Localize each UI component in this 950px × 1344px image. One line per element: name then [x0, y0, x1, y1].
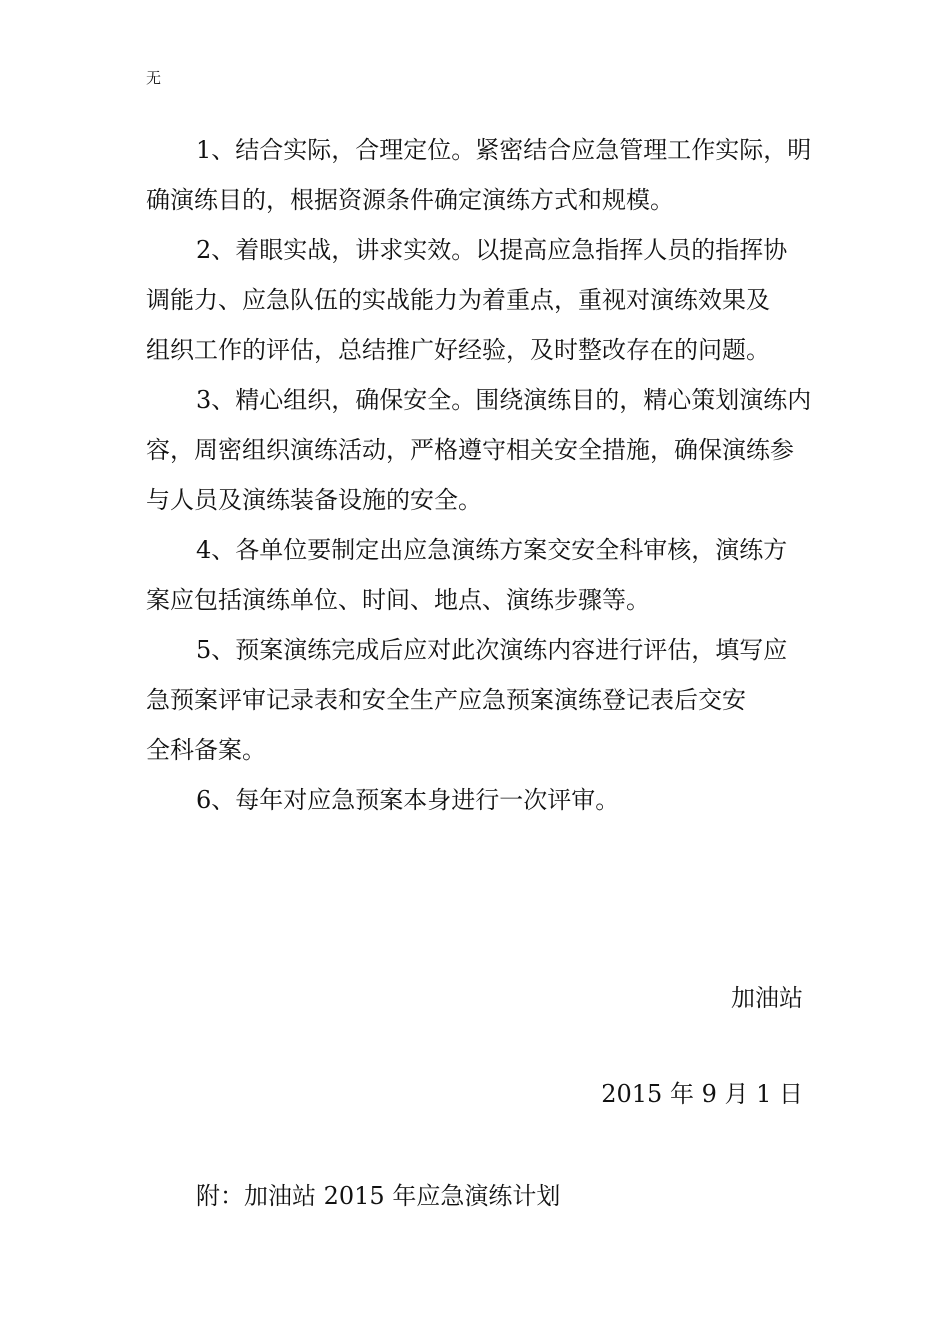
paragraph-3-line-1: 3、精心组织，确保安全。围绕演练目的，精心策划演练内 [196, 386, 812, 414]
signature: 加油站 [731, 984, 803, 1012]
paragraph-1-line-2: 确演练目的，根据资源条件确定演练方式和规模。 [146, 186, 674, 214]
paragraph-5-line-2: 急预案评审记录表和安全生产应急预案演练登记表后交安 [146, 686, 746, 714]
paragraph-4-line-1: 4、各单位要制定出应急演练方案交安全科审核，演练方 [196, 536, 788, 564]
attachment-note: 附：加油站 2015 年应急演练计划 [196, 1182, 561, 1210]
paragraph-3-line-3: 与人员及演练装备设施的安全。 [146, 486, 482, 514]
paragraph-3-line-2: 容，周密组织演练活动，严格遵守相关安全措施，确保演练参 [146, 436, 794, 464]
paragraph-2-line-2: 调能力、应急队伍的实战能力为着重点，重视对演练效果及 [146, 286, 770, 314]
header-mark: 无 [146, 69, 162, 87]
paragraph-4-line-2: 案应包括演练单位、时间、地点、演练步骤等。 [146, 586, 650, 614]
paragraph-6-line-1: 6、每年对应急预案本身进行一次评审。 [196, 786, 620, 814]
paragraph-2-line-3: 组织工作的评估，总结推广好经验，及时整改存在的问题。 [146, 336, 770, 364]
date: 2015 年 9 月 1 日 [601, 1080, 803, 1108]
paragraph-5-line-1: 5、预案演练完成后应对此次演练内容进行评估，填写应 [196, 636, 788, 664]
paragraph-1-line-1: 1、结合实际，合理定位。紧密结合应急管理工作实际，明 [196, 136, 812, 164]
paragraph-2-line-1: 2、着眼实战，讲求实效。以提高应急指挥人员的指挥协 [196, 236, 788, 264]
paragraph-5-line-3: 全科备案。 [146, 736, 266, 764]
